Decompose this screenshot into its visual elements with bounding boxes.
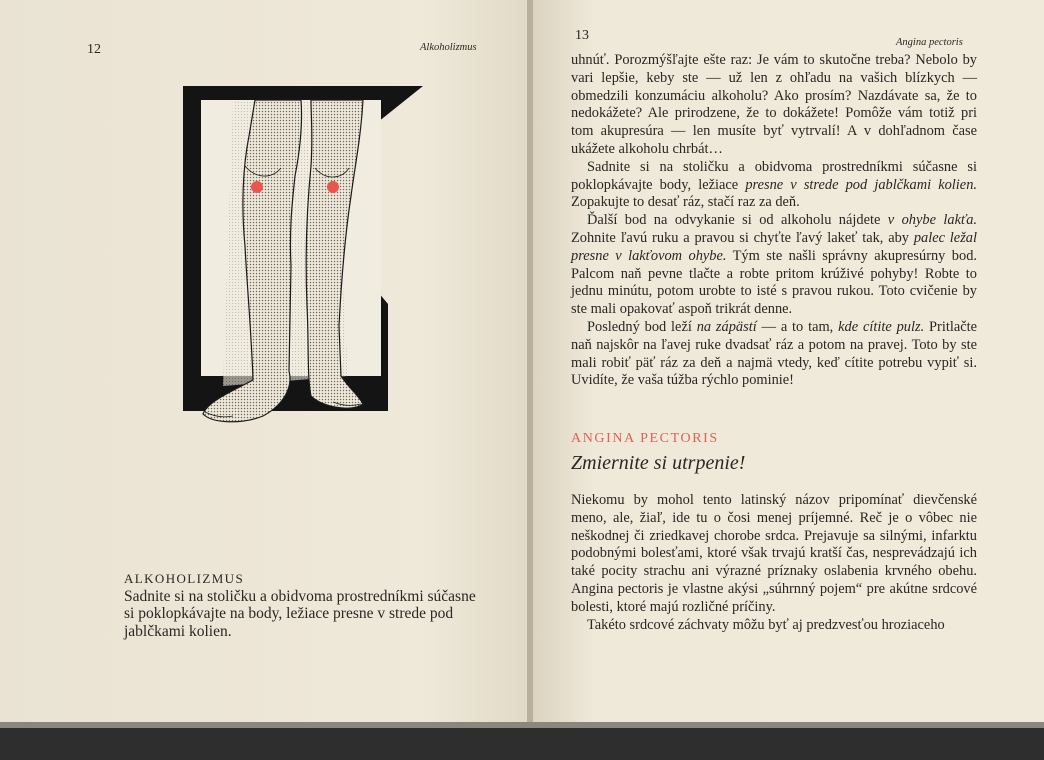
text-run: Zopakujte to desať ráz, stačí raz za deň. <box>571 194 800 211</box>
italic-text: na zápästí <box>696 318 757 335</box>
paragraph <box>571 159 977 212</box>
running-head-right: Angina pectoris <box>896 37 963 48</box>
illustration-caption <box>124 570 484 640</box>
acupressure-point-left-knee <box>251 181 263 193</box>
section-subheading: Zmiernite si utrpenie! <box>571 452 746 474</box>
text-run: Pritlačte naň najskôr na ľavej ruke dvadsať ráz a potom na pravej. Toto by ste mali robiť päť ráz za deň a najmä vtedy, keď cítite potrebu vypiť si. Uvidíte, že vaša túžba rýchlo pominie! <box>571 318 977 389</box>
text-run: uhnúť. Porozmýšľajte ešte raz: Je vám to skutočne treba? Nebolo by vari lepšie, keby ste — už len z ohľadu na vašich blízkych — obmedzili konzumáciu alkoholu? Ako prosím? Nazdávate sa, že to nedokážete? Ale prirodzene, že to dokážete! Pomôže vám totiž pri tom akupresúra — len musíte byť vytrvalí! A v dohľadnom čase ukážete alkoholu chrbát… <box>571 52 977 157</box>
body-text-angina <box>571 492 977 634</box>
section-heading: ANGINA PECTORIS <box>571 431 719 446</box>
paragraph <box>571 492 977 617</box>
paragraph <box>571 212 977 319</box>
body-text-alkoholizmus <box>571 52 977 390</box>
page-number-left: 12 <box>87 42 101 57</box>
text-run: Niekomu by mohol tento latinský názov pripomínať dievčenské meno, ale, žiaľ, ide tu o čosi menej príjemné. Reč je o vôbec nie neškodnej či zriedkavej chorobe srdca. Prejavuje sa silnými, infarktu podobnými bolesťami, ktoré však trvajú kratší čas, nesprevádzajú ich také pocity strachu ani výrazné príznaky oslabenia krvného obehu. Angina pectoris je vlastne akýsi „súhrnný pojem“ pre akútne srdcové bolesti, ktoré majú rozličné príčiny. <box>571 492 977 615</box>
text-run: Takéto srdcové záchvaty môžu byť aj predzvesťou hroziaceho <box>587 616 945 633</box>
text-run: Ďalší bod na odvykanie si od alkoholu nájdete <box>587 212 888 229</box>
running-head-left: Alkoholizmus <box>420 42 477 53</box>
italic-text: v ohybe lakťa. <box>887 212 977 229</box>
left-page <box>0 0 527 722</box>
page-number-right: 13 <box>575 28 589 43</box>
italic-text: presne v strede pod jablčkami kolien. <box>745 176 977 193</box>
caption-heading: ALKOHOLIZMUS <box>124 571 245 586</box>
text-run: Posledný bod leží <box>587 318 697 335</box>
italic-text: palec ležal presne v lakťovom ohybe. <box>571 229 977 264</box>
legs-acupressure-illustration <box>183 86 423 426</box>
acupressure-point-right-knee <box>327 181 339 193</box>
paragraph <box>571 52 977 159</box>
italic-text: kde cítite pulz. <box>838 318 925 335</box>
text-run: Zohnite ľavú ruku a pravou si chyťte ľavý lakeť tak, aby <box>571 229 914 246</box>
text-run: Sadnite si na stoličku a obidvoma prostredníkmi súčasne si poklopkávajte body, ležiace <box>571 158 977 193</box>
text-run: — a to tam, <box>756 318 839 335</box>
text-run: Tým ste našli správny akupresúrny bod. Palcom naň pevne tlačte a robte pritom krúživé pohyby! Robte to jednu minútu, potom urobte to isté s pravou rukou. Toto cvičenie by ste mali opakovať aspoň trikrát denne. <box>571 247 977 318</box>
paragraph <box>571 617 977 635</box>
paragraph <box>571 319 977 390</box>
caption-text: Sadnite si na stoličku a obidvoma prostredníkmi súčasne si poklopkávajte na body, ležiace presne v strede pod jablčkami kolien. <box>124 587 476 640</box>
